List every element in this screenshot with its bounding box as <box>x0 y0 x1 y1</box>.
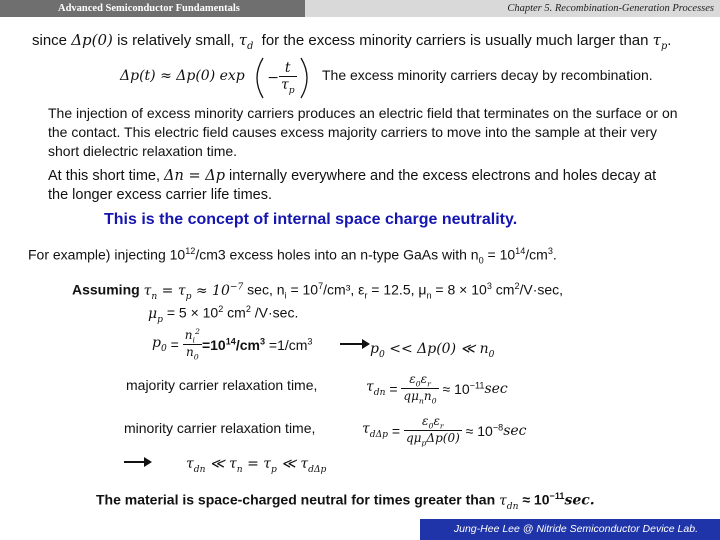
decay-eq-fraction: $\frac{t}{\tau_p}$ <box>280 60 295 96</box>
assumption-line-1: Assuming $\tau_n = \tau_p \approx 10^{-7}$ sec, $n_i = 10^7/cm^3$, $\varepsilon_r = 12.5$, $\mu_n = 8 \times 10^3$ $cm^2/V\cdot\sec$, <box>72 281 564 302</box>
math-dn-eq-dp: Δn = Δp <box>164 168 225 184</box>
intro-math-dp0: Δp(0) <box>71 31 113 49</box>
majority-fraction: $\frac{\varepsilon_0\varepsilon_r}{q\mu_nn_0}$ <box>403 372 437 406</box>
right-arrow-icon <box>124 456 152 468</box>
time-ordering: $\tau_{dn}$ ≪ $\tau_n = \tau_p$ ≪ $\tau_{d\Delta p}$ <box>186 456 327 475</box>
decay-eq-lhs: Δp(t) ≈ Δp(0) exp <box>120 68 245 85</box>
majority-label: majority carrier relaxation time, <box>126 377 318 393</box>
intro-text-c: for the excess minority carriers is usually much larger than <box>261 32 649 49</box>
majority-equation: $\tau_{dn}$ = $\frac{\varepsilon_0\varepsilon_r}{q\mu_nn_0}$ ≈ $10^{-11}\sec$ <box>366 372 508 406</box>
footer-lab-credit: Jung-Hee Lee @ Nitride Semiconductor Device Lab. <box>420 519 720 540</box>
minority-equation: $\tau_{d\Delta p}$ = $\frac{\varepsilon_0\varepsilon_r}{q\mu_p\Delta p(0)}$ ≈ $10^{-8}\sec$ <box>362 414 527 448</box>
p0-equation: $p_0$ = $\frac{n_i^2}{n_0}$ $=10^{14}/cm^3 =1/cm^3$ <box>152 327 313 362</box>
decay-eq-minus: − <box>267 70 279 86</box>
right-arrow-icon <box>340 338 370 350</box>
assumption-line-2: $\mu_p = 5 \times 10^2$ $cm^2$ /V·sec. <box>148 304 299 325</box>
header-course-title: Advanced Semiconductor Fundamentals <box>0 0 305 17</box>
left-paren <box>249 56 267 100</box>
decay-equation <box>120 56 315 96</box>
paragraph-electric-field: The injection of excess minority carriers produces an electric field that terminates on the surface or on the contact. This electric field causes excess majority carriers to move into the sample at their very short dielectric relaxation time. <box>48 105 678 159</box>
example-line: For example) injecting $10^{12}/cm3$ excess holes into an n-type GaAs with $n_0 = 10^{14}/cm^3$. <box>28 246 557 266</box>
intro-line: since Δp(0) is relatively small, $\tau_d$ for the excess minority carriers is usually much larger than $\tau_p$. <box>32 31 672 52</box>
decay-caption: The excess minority carriers decay by recombination. <box>322 67 653 83</box>
p0-fraction: $\frac{n_i^2}{n_0}$ <box>184 327 200 362</box>
minority-label: minority carrier relaxation time, <box>124 420 316 436</box>
final-statement: The material is space-charged neutral for times greater than $\tau_{dn} \approx 10^{-11}\sec$. <box>96 491 595 512</box>
assuming-label: Assuming <box>72 281 140 298</box>
concept-heading: This is the concept of internal space charge neutrality. <box>104 211 518 228</box>
p0-inequality: $p_0 << \Delta p(0)$ ≪ $n_0$ <box>370 341 495 360</box>
intro-text-a: since <box>32 32 68 49</box>
intro-math-taup: $\tau_p$ <box>652 31 668 52</box>
intro-text-b: is relatively small, <box>117 32 235 49</box>
paragraph-short-time: At this short time, Δn = Δp internally everywhere and the excess electrons and holes decay at the longer excess carrier life times. <box>48 168 657 203</box>
header-chapter-title: Chapter 5. Recombination-Generation Processes <box>305 0 720 17</box>
minority-fraction: $\frac{\varepsilon_0\varepsilon_r}{q\mu_p\Delta p(0)}$ <box>405 414 460 448</box>
right-paren <box>297 56 315 100</box>
intro-math-taud: $\tau_d$ <box>238 31 254 52</box>
